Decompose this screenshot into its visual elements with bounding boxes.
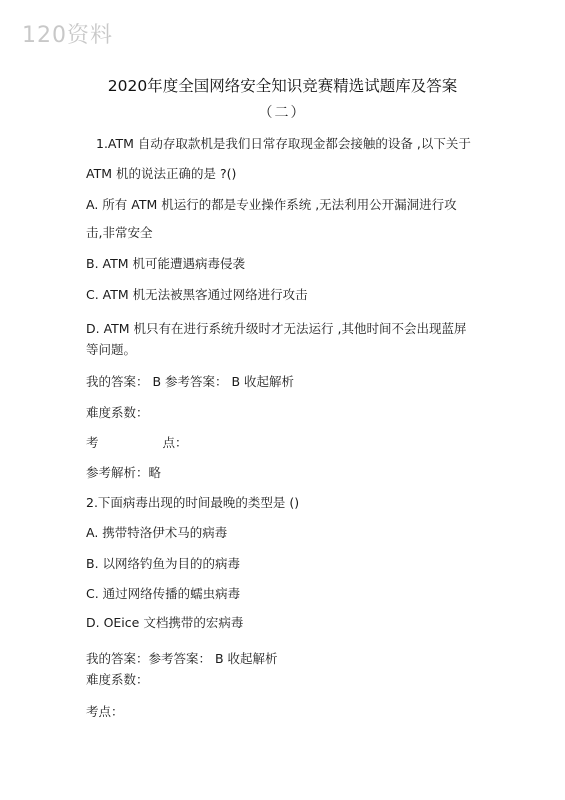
q2-option-c: C. 通过网络传播的蠕虫病毒 — [86, 586, 241, 601]
q2-answer-line: 我的答案：参考答案： B 收起解析 — [86, 651, 278, 666]
q2-stem: 2.下面病毒出现的时间最晚的类型是 () — [86, 495, 300, 510]
watermark: 120资料 — [22, 23, 113, 48]
q2-option-b: B. 以网络钓鱼为目的的病毒 — [86, 556, 241, 571]
q1-analysis: 参考解析：略 — [86, 465, 162, 480]
q1-option-a-line1: A. 所有 ATM 机运行的都是专业操作系统 ,无法利用公开漏洞进行攻 — [86, 197, 457, 212]
q1-option-d-line2: 等问题。 — [86, 342, 137, 357]
q1-option-c: C. ATM 机无法被黑客通过网络进行攻击 — [86, 287, 308, 302]
document-title: 2020年度全国网络安全知识竞赛精选试题库及答案 — [107, 77, 458, 95]
q1-stem-line1: 1.ATM 自动存取款机是我们日常存取现金都会接触的设备 ,以下关于 — [96, 136, 471, 151]
q1-point-label-a: 考 — [86, 435, 99, 450]
q1-stem-line2: ATM 机的说法正确的是 ?() — [86, 166, 237, 181]
q1-difficulty: 难度系数： — [86, 405, 149, 420]
q1-point-row — [86, 434, 495, 452]
q1-point-label-b: 点： — [162, 435, 188, 450]
document-subtitle: （二） — [258, 105, 307, 121]
q2-difficulty: 难度系数： — [86, 672, 149, 687]
q1-answer-line: 我的答案： B 参考答案： B 收起解析 — [86, 374, 295, 389]
q2-option-a: A. 携带特洛伊术马的病毒 — [86, 525, 228, 540]
q1-option-a-line2: 击,非常安全 — [86, 225, 153, 240]
q1-option-b: B. ATM 机可能遭遇病毒侵袭 — [86, 256, 245, 271]
q1-option-d-line1: D. ATM 机只有在进行系统升级时才无法运行 ,其他时间不会出现蓝屏 — [86, 321, 467, 336]
q2-option-d: D. OEice 文档携带的宏病毒 — [86, 615, 244, 630]
q2-point: 考点： — [86, 704, 124, 719]
